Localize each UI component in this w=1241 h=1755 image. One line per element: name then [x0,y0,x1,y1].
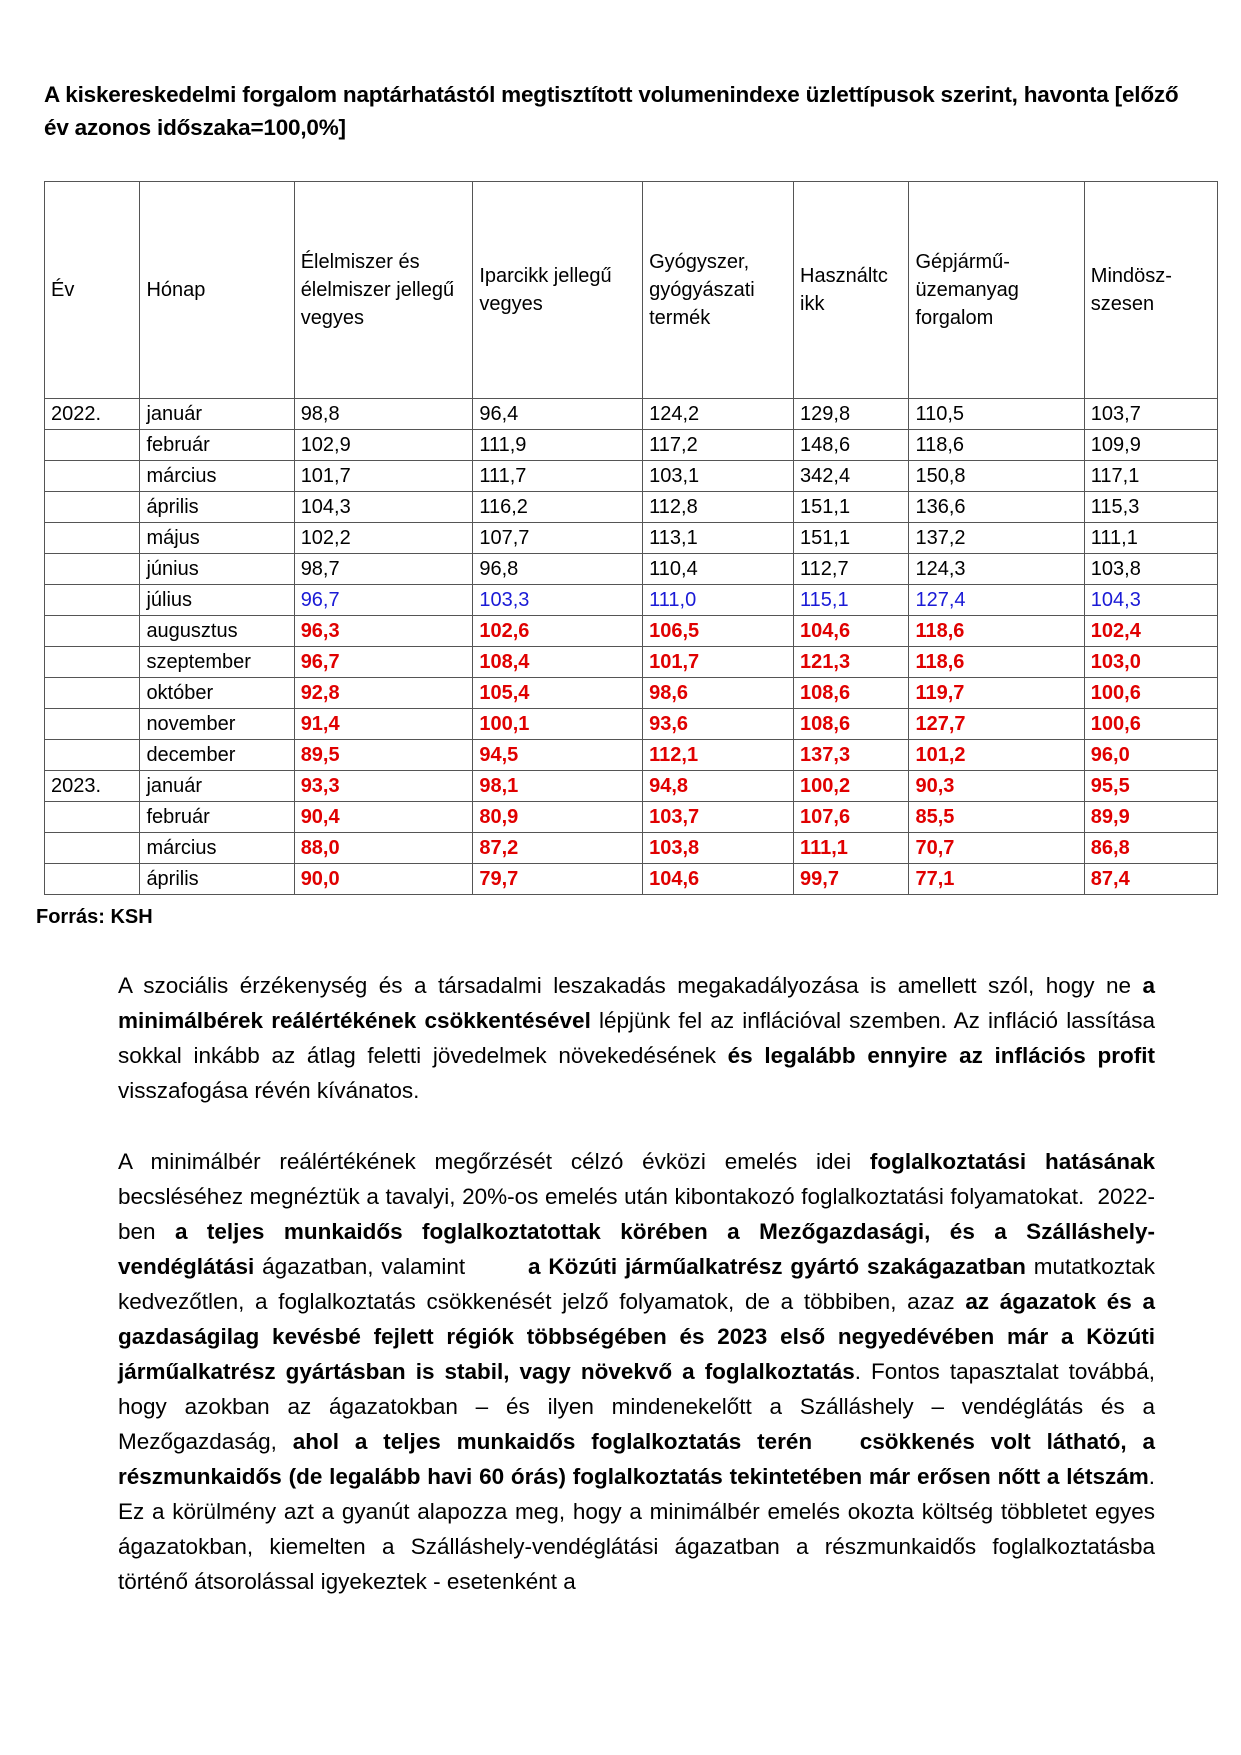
body-text-segment: A szociális érzékenység és a társadalmi leszakadás megakadályozása is amellett szól, hogy ne [118,973,1143,998]
cell-food: 90,0 [294,864,473,895]
cell-industrial: 80,9 [473,802,643,833]
header-used-goods [794,182,909,399]
emphasis-text: a teljes munkaidős foglalkoztatottak körében a Mezőgazdasági, és a Szálláshely-vendéglátási [118,1219,1155,1279]
cell-industrial: 96,4 [473,399,643,430]
cell-food: 98,7 [294,554,473,585]
cell-food: 104,3 [294,492,473,523]
cell-pharma: 98,6 [643,678,794,709]
cell-year [45,616,140,647]
cell-pharma: 94,8 [643,771,794,802]
cell-food: 96,7 [294,585,473,616]
emphasis-text: az ágazatok és a gazdaságilag kevésbé fejlett régiók többségében és 2023 első negyedévében már a Közúti járműalkatrész gyártásban is stabil, vagy növekvő a foglalkoztatás [118,1289,1162,1384]
cell-pharma: 124,2 [643,399,794,430]
cell-fuel: 127,4 [909,585,1084,616]
cell-total: 100,6 [1084,709,1217,740]
cell-total: 111,1 [1084,523,1217,554]
cell-industrial: 79,7 [473,864,643,895]
cell-year: 2022. [45,399,140,430]
cell-food: 89,5 [294,740,473,771]
cell-fuel: 137,2 [909,523,1084,554]
cell-used: 342,4 [794,461,909,492]
cell-used: 129,8 [794,399,909,430]
cell-food: 88,0 [294,833,473,864]
cell-year [45,554,140,585]
cell-fuel: 90,3 [909,771,1084,802]
table-row [45,740,1218,771]
cell-month: január [140,771,294,802]
header-food: Élelmiszer és élelmiszer jellegű vegyes [294,182,473,399]
paragraph-2 [118,1144,1162,1599]
cell-food: 91,4 [294,709,473,740]
cell-industrial: 111,9 [473,430,643,461]
cell-total: 100,6 [1084,678,1217,709]
cell-industrial: 100,1 [473,709,643,740]
cell-month: augusztus [140,616,294,647]
cell-fuel: 136,6 [909,492,1084,523]
emphasis-text: foglalkoztatási hatásának [869,1149,1156,1174]
body-text-segment: visszafogása révén kívánatos. [118,1043,1162,1103]
cell-pharma: 103,8 [643,833,794,864]
cell-month: április [140,864,294,895]
table-header-row [45,182,1218,399]
cell-year: 2023. [45,771,140,802]
table-row [45,678,1218,709]
cell-used: 104,6 [794,616,909,647]
cell-used: 121,3 [794,647,909,678]
cell-food: 101,7 [294,461,473,492]
cell-month: február [140,430,294,461]
cell-industrial: 111,7 [473,461,643,492]
body-text-segment: A minimálbér reálértékének megőrzését célzó évközi emelés idei [118,1149,870,1174]
cell-used: 115,1 [794,585,909,616]
table-row [45,833,1218,864]
cell-used: 151,1 [794,523,909,554]
cell-year [45,585,140,616]
cell-month: június [140,554,294,585]
cell-total: 102,4 [1084,616,1217,647]
header-industrial: Iparcikk jellegű vegyes [473,182,643,399]
cell-used: 108,6 [794,678,909,709]
cell-fuel: 110,5 [909,399,1084,430]
cell-pharma: 106,5 [643,616,794,647]
cell-total: 103,8 [1084,554,1217,585]
cell-year [45,461,140,492]
cell-fuel: 118,6 [909,616,1084,647]
header-pharma: Gyógyszer, gyógyászati termék [643,182,794,399]
cell-pharma: 110,4 [643,554,794,585]
cell-year [45,430,140,461]
cell-food: 98,8 [294,399,473,430]
cell-food: 102,2 [294,523,473,554]
cell-used: 148,6 [794,430,909,461]
cell-pharma: 103,1 [643,461,794,492]
header-fuel: Gépjármű-üzemanyag forgalom [909,182,1084,399]
emphasis-text: a minimálbérek reálértékének csökkentésével [118,973,1162,1033]
cell-fuel: 77,1 [909,864,1084,895]
cell-pharma: 101,7 [643,647,794,678]
cell-year [45,833,140,864]
table-row [45,399,1218,430]
table-row [45,523,1218,554]
cell-total: 86,8 [1084,833,1217,864]
cell-industrial: 105,4 [473,678,643,709]
cell-pharma: 113,1 [643,523,794,554]
cell-month: december [140,740,294,771]
cell-pharma: 117,2 [643,430,794,461]
cell-used: 99,7 [794,864,909,895]
cell-total: 95,5 [1084,771,1217,802]
cell-fuel: 85,5 [909,802,1084,833]
header-month: Hónap [140,182,294,399]
cell-year [45,492,140,523]
table-row [45,802,1218,833]
paragraph-1 [118,968,1162,1108]
cell-month: szeptember [140,647,294,678]
body-text-segment: . Fontos tapasztalat továbbá, hogy azokban az ágazatokban – és ilyen mindenekelőtt a Szálláshely – vendéglátás és a Mezőgazdaság, [118,1359,1162,1454]
table-body [45,399,1218,895]
cell-month: október [140,678,294,709]
cell-total: 103,0 [1084,647,1217,678]
cell-used: 107,6 [794,802,909,833]
cell-industrial: 102,6 [473,616,643,647]
table-row [45,554,1218,585]
cell-industrial: 108,4 [473,647,643,678]
cell-year [45,709,140,740]
cell-used: 151,1 [794,492,909,523]
cell-food: 96,3 [294,616,473,647]
cell-fuel: 127,7 [909,709,1084,740]
emphasis-text: a Közúti járműalkatrész gyártó szakágazatban [528,1254,1026,1279]
cell-year [45,678,140,709]
header-total: Mindösz-szesen [1084,182,1217,399]
table-row [45,461,1218,492]
cell-year [45,864,140,895]
cell-pharma: 112,1 [643,740,794,771]
cell-industrial: 98,1 [473,771,643,802]
cell-pharma: 104,6 [643,864,794,895]
table-row [45,585,1218,616]
cell-total: 87,4 [1084,864,1217,895]
cell-used: 111,1 [794,833,909,864]
retail-volume-index-table [44,181,1218,895]
table-row [45,616,1218,647]
cell-food: 93,3 [294,771,473,802]
cell-month: április [140,492,294,523]
cell-used: 112,7 [794,554,909,585]
cell-total: 109,9 [1084,430,1217,461]
cell-industrial: 107,7 [473,523,643,554]
body-text-segment: mutatkoztak kedvezőtlen, a foglalkoztatás csökkenését jelző folyamatok, de a többiben, azaz [118,1254,1162,1314]
cell-pharma: 93,6 [643,709,794,740]
cell-fuel: 118,6 [909,430,1084,461]
source-note: Forrás: KSH [36,906,153,928]
cell-fuel: 101,2 [909,740,1084,771]
cell-industrial: 96,8 [473,554,643,585]
header-year: Év [45,182,140,399]
cell-month: november [140,709,294,740]
cell-year [45,523,140,554]
body-text-segment: ágazatban, valamint [254,1254,528,1279]
cell-industrial: 94,5 [473,740,643,771]
cell-fuel: 70,7 [909,833,1084,864]
cell-year [45,740,140,771]
cell-food: 92,8 [294,678,473,709]
table-row [45,647,1218,678]
table-row [45,771,1218,802]
table-title: A kiskereskedelmi forgalom naptárhatástól megtisztított volumenindexe üzlettípusok szerint, havonta [előző év azonos időszaka=100,0%] [44,82,1179,140]
cell-total: 103,7 [1084,399,1217,430]
cell-month: január [140,399,294,430]
cell-year [45,647,140,678]
cell-pharma: 112,8 [643,492,794,523]
cell-used: 100,2 [794,771,909,802]
table-row [45,430,1218,461]
emphasis-text: ahol a teljes munkaidős foglalkoztatás terén csökkenés volt látható, a részmunkaidős (de legalább havi 60 órás) foglalkoztatás tekintetében már erősen nőtt a létszám [118,1429,1162,1489]
cell-total: 89,9 [1084,802,1217,833]
cell-pharma: 103,7 [643,802,794,833]
cell-industrial: 87,2 [473,833,643,864]
cell-food: 96,7 [294,647,473,678]
cell-fuel: 124,3 [909,554,1084,585]
cell-total: 96,0 [1084,740,1217,771]
cell-month: március [140,461,294,492]
table-row [45,492,1218,523]
cell-fuel: 118,6 [909,647,1084,678]
cell-industrial: 103,3 [473,585,643,616]
cell-month: március [140,833,294,864]
cell-month: július [140,585,294,616]
table-row [45,864,1218,895]
body-text-segment: . Ez a körülmény azt a gyanút alapozza meg, hogy a minimálbér emelés okozta költség többletet egyes ágazatokban, kiemelten a Szálláshely-vendéglátási ágazatban a részmunkaidős foglalkoztatásba történő átsorolással igyekeztek - esetenként a [118,1464,1162,1594]
cell-year [45,802,140,833]
cell-month: május [140,523,294,554]
cell-fuel: 119,7 [909,678,1084,709]
cell-total: 115,3 [1084,492,1217,523]
cell-fuel: 150,8 [909,461,1084,492]
cell-month: február [140,802,294,833]
emphasis-text: és legalább ennyire az inflációs profit [727,1043,1155,1068]
header-used-goods-label: Használtc ikk [800,265,888,315]
body-text-segment: lépjünk fel az inflációval szemben. Az infláció lassítása sokkal inkább az átlag feletti jövedelmek növekedésének [118,1008,1162,1068]
cell-used: 108,6 [794,709,909,740]
cell-food: 90,4 [294,802,473,833]
cell-total: 104,3 [1084,585,1217,616]
cell-food: 102,9 [294,430,473,461]
body-text-segment: becsléséhez megnéztük a tavalyi, 20%-os emelés után kibontakozó foglalkoztatási folyamatokat. 2022-ben [118,1149,1162,1244]
table-row [45,709,1218,740]
cell-total: 117,1 [1084,461,1217,492]
cell-used: 137,3 [794,740,909,771]
cell-industrial: 116,2 [473,492,643,523]
cell-pharma: 111,0 [643,585,794,616]
